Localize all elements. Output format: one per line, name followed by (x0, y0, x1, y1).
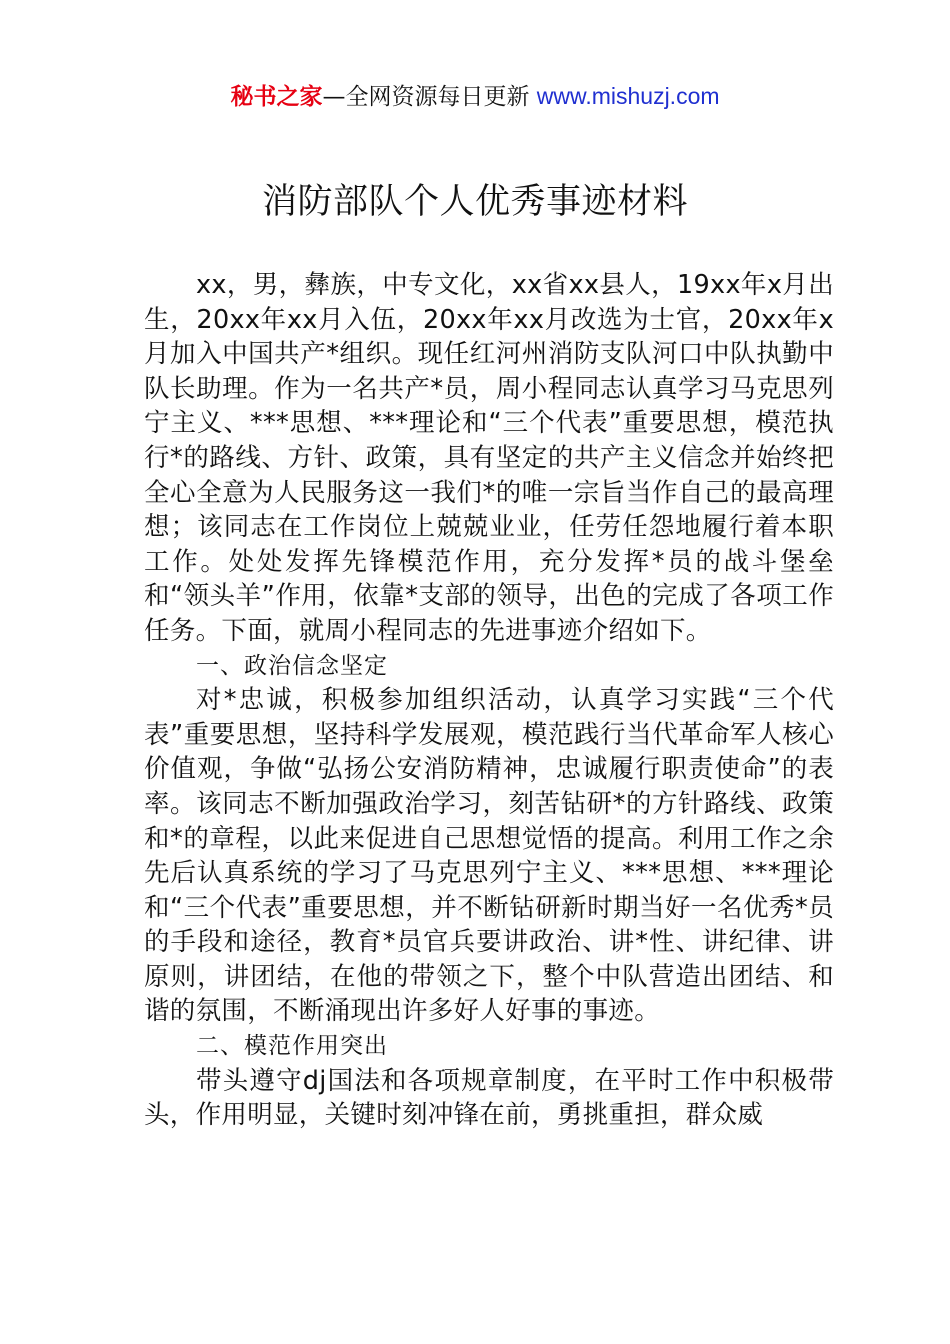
intro-paragraph: xx，男，彝族，中专文化，xx省xx县人，19xx年x月出生，20xx年xx月入伍，20xx年xx月改选为士官，20xx年x月加入中国共产*组织。现任红河州消防支队河口中队执勤中队长助理。作为一名共产*员，周小程同志认真学习马克思列宁主义、***思想、***理论和“三个代表”重要思想，模范执行*的路线、方针、政策，具有坚定的共产主义信念并始终把全心全意为人民服务这一我们*的唯一宗旨当作自己的最高理想；该同志在工作岗位上兢兢业业，任劳任怨地履行着本职工作。处处发挥先锋模范作用，充分发挥*员的战斗堡垒和“领头羊”作用，依靠*支部的领导，出色的完成了各项工作任务。下面，就周小程同志的先进事迹介绍如下。 (144, 270, 834, 646)
site-header (0, 80, 950, 113)
section-heading-exemplary-role: 二、模范作用突出 (196, 1033, 388, 1060)
section-paragraph-exemplary-role: 带头遵守dj国法和各项规章制度，在平时工作中积极带头，作用明显，关键时刻冲锋在前，勇挑重担，群众威 (144, 1065, 834, 1131)
section-heading-political-belief: 一、政治信念坚定 (196, 652, 388, 679)
document-body (144, 268, 834, 1133)
section-paragraph-political-belief: 对*忠诚，积极参加组织活动，认真学习实践“三个代表”重要思想，坚持科学发展观，模范践行当代革命军人核心价值观，争做“弘扬公安消防精神，忠诚履行职责使命”的表率。该同志不断加强政治学习，刻苦钻研*的方针路线、政策和*的章程，以此来促进自己思想觉悟的提高。利用工作之余先后认真系统的学习了马克思列宁主义、***思想、***理论和“三个代表”重要思想，并不断钻研新时期当好一名优秀*员的手段和途径，教育*员官兵要讲政治、讲*性、讲纪律、讲原则，讲团结，在他的带领之下，整个中队营造出团结、和谐的氛围，不断涌现出许多好人好事的事迹。 (144, 685, 834, 1027)
document-title: 消防部队个人优秀事迹材料 (261, 182, 688, 222)
site-brand: 秘书之家 (230, 84, 323, 110)
site-tagline: —全网资源每日更新 (322, 84, 537, 110)
site-url-link[interactable]: www.mishuzj.com (536, 83, 720, 109)
